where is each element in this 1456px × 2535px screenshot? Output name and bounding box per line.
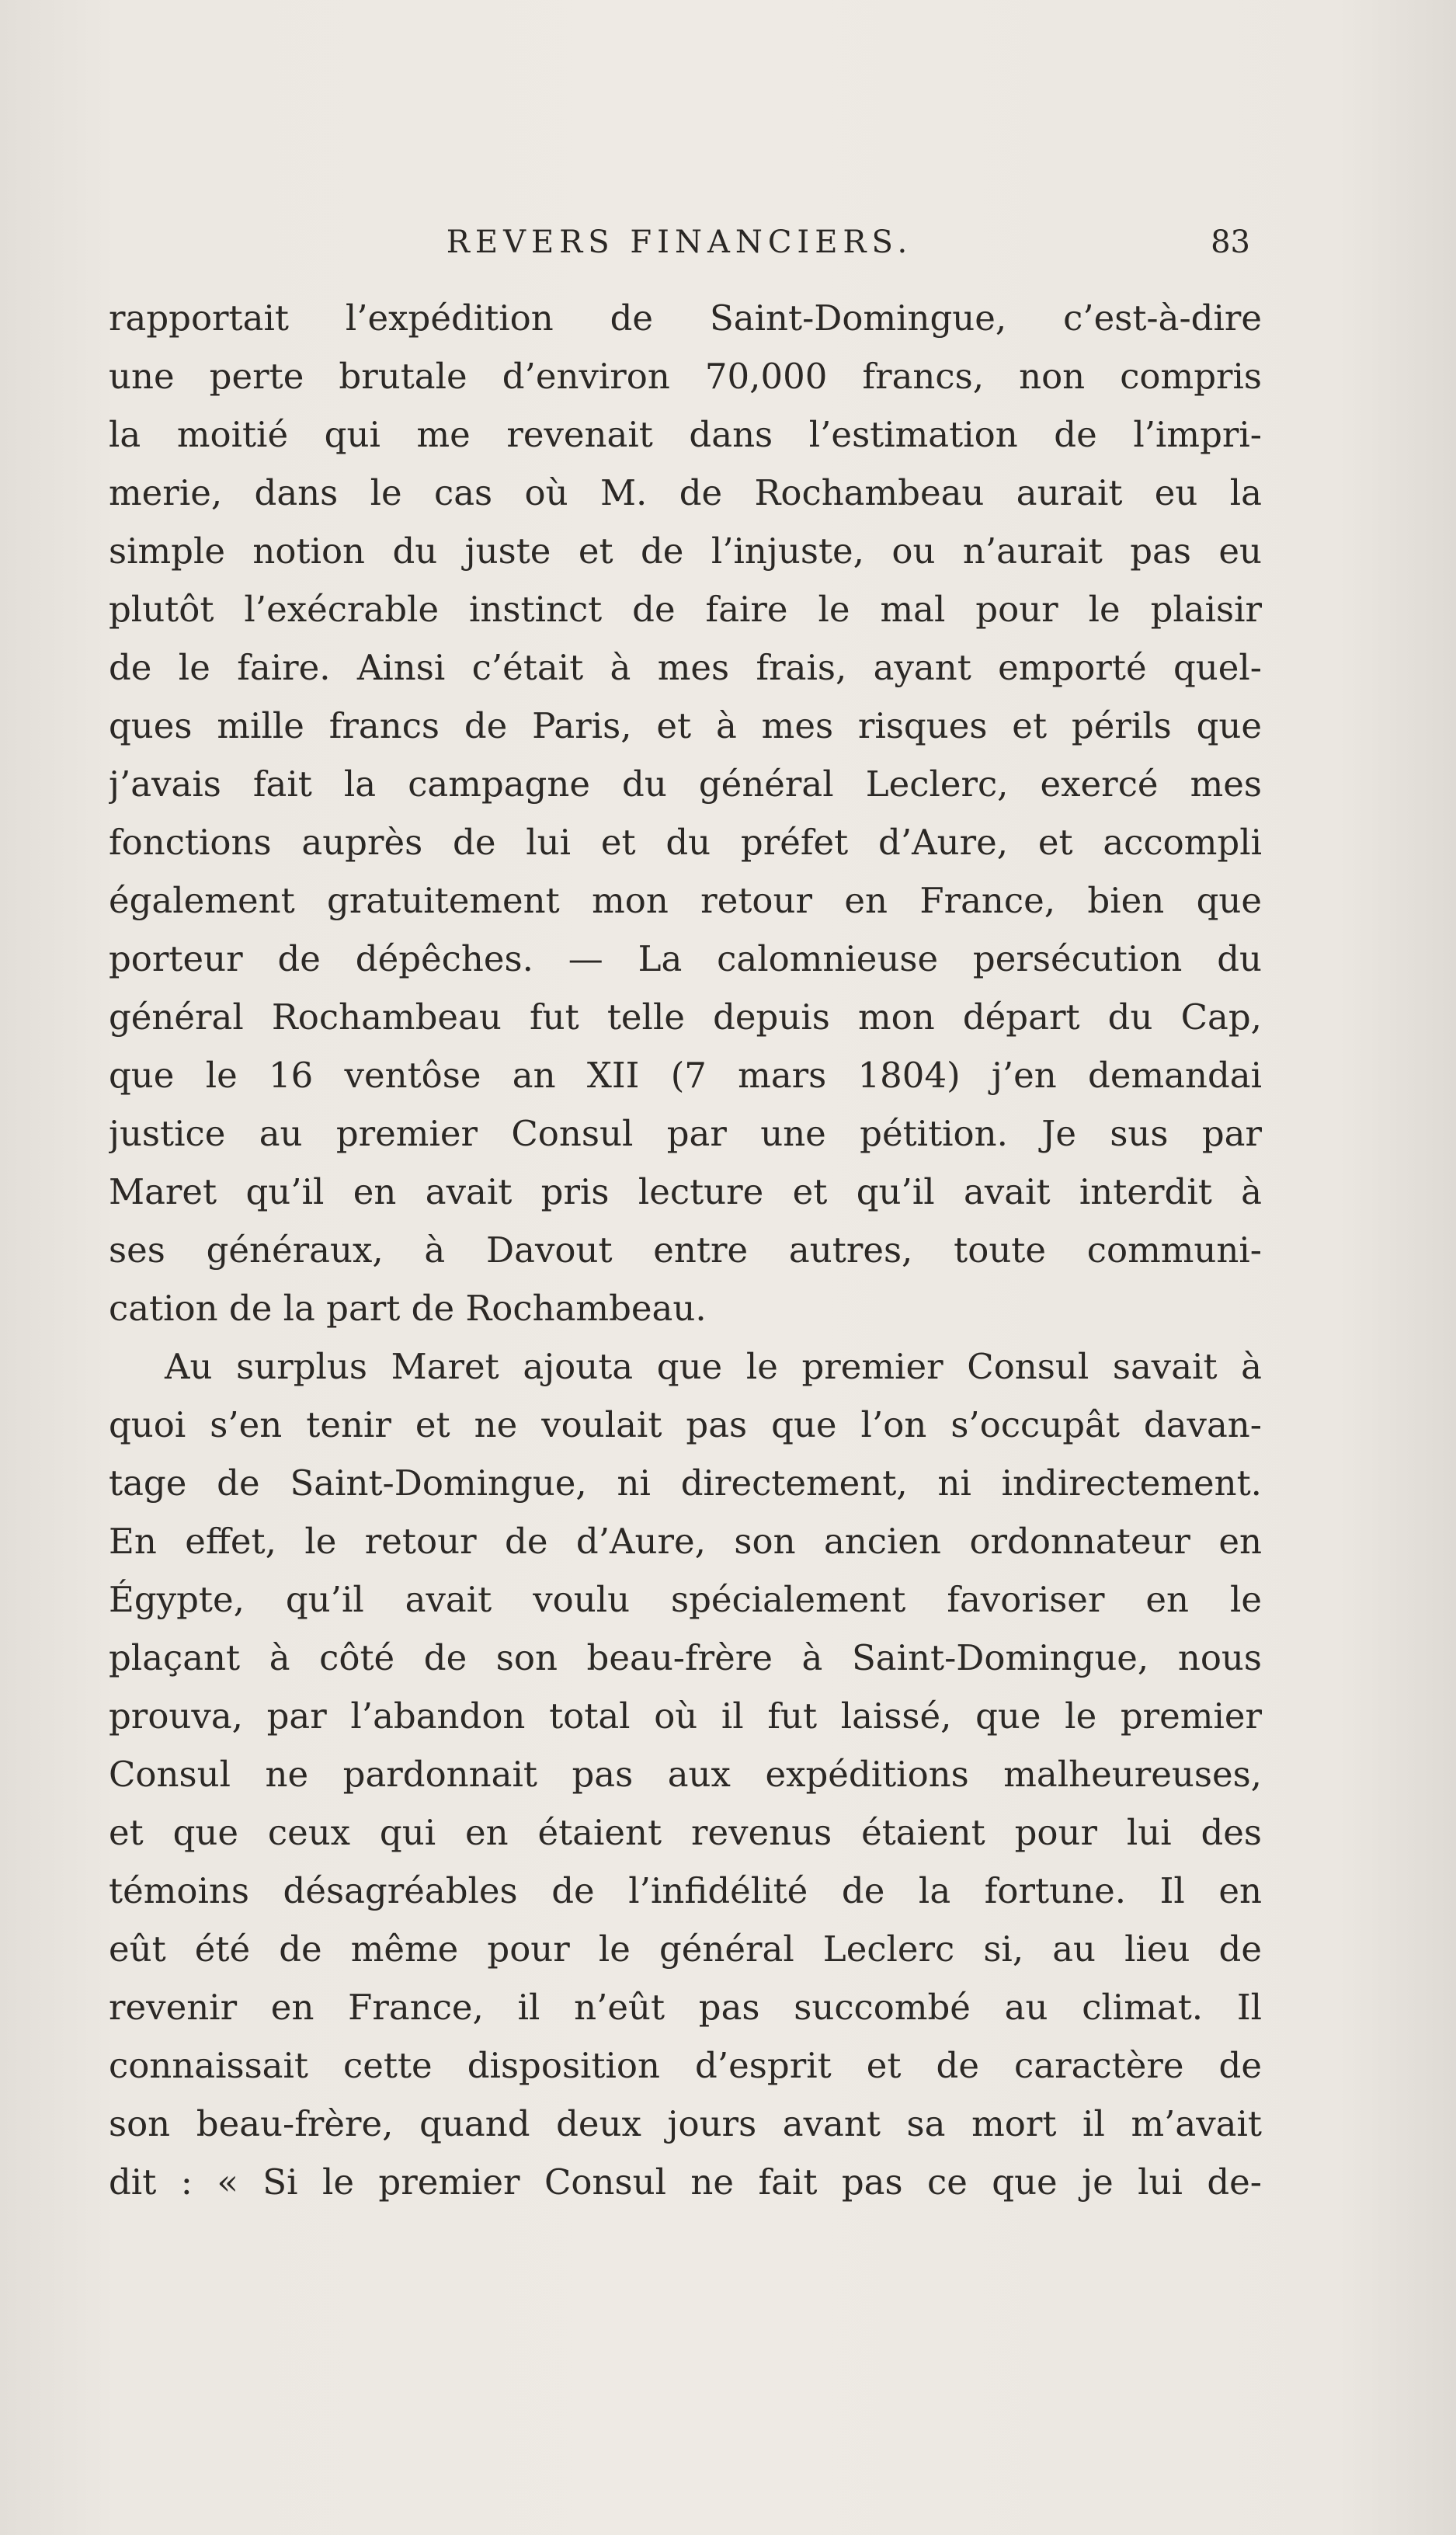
text-line: également gratuitement mon retour en France, bien que: [109, 880, 1262, 921]
text-line: plaçant à côté de son beau-frère à Saint-Domingue, nous: [109, 1637, 1262, 1678]
text-line: porteur de dépêches. — La calomnieuse persécution du: [109, 938, 1262, 979]
text-line: la moitié qui me revenait dans l’estimation de l’impri-: [109, 414, 1262, 455]
paragraph-end-line: cation de la part de Rochambeau.: [109, 1288, 707, 1329]
text-line: une perte brutale d’environ 70,000 francs, non compris: [109, 356, 1262, 397]
text-line: revenir en France, il n’eût pas succombé au climat. Il: [109, 1987, 1262, 2028]
page-header: [109, 219, 1250, 266]
text-line: Égypte, qu’il avait voulu spécialement favoriser en le: [109, 1579, 1262, 1620]
text-line: général Rochambeau fut telle depuis mon départ du Cap,: [109, 996, 1262, 1038]
text-line: merie, dans le cas où M. de Rochambeau aurait eu la: [109, 472, 1262, 513]
text-line: fonctions auprès de lui et du préfet d’Aure, et accompli: [109, 822, 1262, 863]
text-line: j’avais fait la campagne du général Leclerc, exercé mes: [109, 763, 1262, 805]
text-line: ses généraux, à Davout entre autres, toute communi-: [109, 1229, 1262, 1271]
text-line: justice au premier Consul par une pétition. Je sus par: [109, 1113, 1262, 1154]
text-line: simple notion du juste et de l’injuste, ou n’aurait pas eu: [109, 530, 1262, 572]
text-line: rapportait l’expédition de Saint-Domingue, c’est-à-dire: [109, 297, 1262, 339]
text-line: tage de Saint-Domingue, ni directement, ni indirectement.: [109, 1462, 1262, 1504]
text-line: quoi s’en tenir et ne voulait pas que l’on s’occupât davan-: [109, 1404, 1262, 1445]
body-text: [109, 289, 1262, 2211]
text-line: ques mille francs de Paris, et à mes risques et périls que: [109, 705, 1262, 746]
text-line: connaissait cette disposition d’esprit et de caractère de: [109, 2045, 1262, 2086]
page-number: 83: [1211, 224, 1250, 260]
text-line: Maret qu’il en avait pris lecture et qu’il avait interdit à: [109, 1171, 1262, 1212]
text-line: plutôt l’exécrable instinct de faire le mal pour le plaisir: [109, 589, 1262, 630]
text-line: son beau-frère, quand deux jours avant sa mort il m’avait: [109, 2103, 1262, 2144]
text-line: prouva, par l’abandon total où il fut laissé, que le premier: [109, 1695, 1262, 1737]
paragraph-first-line: Au surplus Maret ajouta que le premier Consul savait à: [165, 1346, 1262, 1387]
text-line: de le faire. Ainsi c’était à mes frais, ayant emporté quel-: [109, 647, 1262, 688]
text-line: eût été de même pour le général Leclerc si, au lieu de: [109, 1928, 1262, 1970]
running-title: REVERS FINANCIERS.: [446, 224, 913, 260]
text-line: que le 16 ventôse an XII (7 mars 1804) j’en demandai: [109, 1055, 1262, 1096]
text-line: et que ceux qui en étaient revenus étaient pour lui des: [109, 1812, 1262, 1853]
text-line: témoins désagréables de l’infidélité de la fortune. Il en: [109, 1870, 1262, 1911]
text-line: dit : « Si le premier Consul ne fait pas ce que je lui de-: [109, 2161, 1262, 2203]
text-line: Consul ne pardonnait pas aux expéditions malheureuses,: [109, 1754, 1262, 1795]
text-line: En effet, le retour de d’Aure, son ancien ordonnateur en: [109, 1521, 1262, 1562]
